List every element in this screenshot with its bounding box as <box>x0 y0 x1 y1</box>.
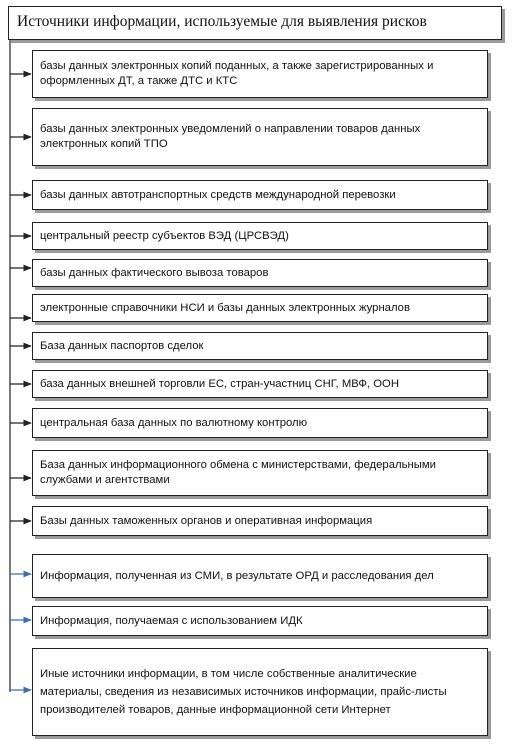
source-label: базы данных фактического вывоза товаров <box>40 266 269 279</box>
source-label: базы данных электронных уведомлений о направлении товаров данных электронных копий ТПО <box>40 123 421 150</box>
source-label: Базы данных таможенных органов и оперативная информация <box>40 514 373 527</box>
diagram-title: Источники информации, используемые для выявления рисков <box>8 6 502 40</box>
source-label: Информация, полученная из СМИ, в результате ОРД и расследования дел <box>40 569 434 582</box>
source-label: центральный реестр субъектов ВЭД (ЦРСВЭД) <box>40 229 289 242</box>
source-label: базы данных автотранспортных средств международной перевозки <box>40 188 396 201</box>
source-label: Информация, получаемая с использованием ИДК <box>40 614 303 627</box>
source-label: электронные справочники НСИ и базы данных электронных журналов <box>40 301 410 314</box>
source-label: база данных внешней торговли ЕС, стран-участниц СНГ, МВФ, ООН <box>40 377 399 390</box>
source-label: База данных информационного обмена с министерствами, федеральными службами и агентствами <box>40 459 436 486</box>
source-label: базы данных электронных копий поданных, а также зарегистрированных и оформленных ДТ, а также ДТС и КТС <box>40 60 434 87</box>
source-label: База данных паспортов сделок <box>40 339 204 352</box>
source-label: центральная база данных по валютному контролю <box>40 416 308 429</box>
source-label: Иные источники информации, в том числе собственные аналитические материалы, сведения из независимых источников информации, прайс-листы производителей товаров, данные информационной сети Интернет <box>40 668 447 716</box>
